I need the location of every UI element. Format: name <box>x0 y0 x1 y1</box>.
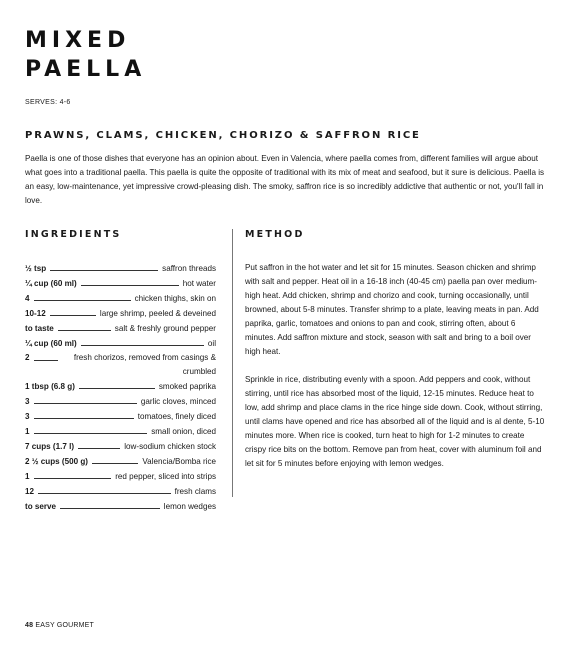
ingredient-amount: ¼ cup (60 ml) <box>25 339 77 348</box>
ingredient-amount: to taste <box>25 324 54 333</box>
ingredient-name: fresh chorizos, removed from casings & crumbled <box>73 353 216 376</box>
ingredient-leader-line <box>34 394 137 404</box>
ingredient-name: low-sodium chicken stock <box>124 442 216 451</box>
ingredient-amount: ½ tsp <box>25 264 47 273</box>
ingredient-leader-line <box>50 306 96 316</box>
method-paragraph-1: Put saffron in the hot water and let sit for 15 minutes. Season chicken and shrimp with salt and pepper. Heat oil in a 16-18 inch (40-45 cm) paella pan over medium-high heat. Add chicken, shrimp and chorizo and cook, turning occasionally, until browned, about 5-8 minutes. Transfer shrimp to a plate, leaving meats in pan. Add paprika, garlic, tomatoes and onions to pan and cook, stirring often, about 6 minutes. Add saffron mixture and stock, season with salt and bring to a boil over high heat. <box>245 263 539 356</box>
ingredient-amount: 1 <box>25 472 30 481</box>
ingredient-name: garlic cloves, minced <box>140 397 216 406</box>
ingredient-amount: 3 <box>25 397 30 406</box>
title-line-2: PAELLA <box>25 57 147 82</box>
page-footer <box>25 622 94 629</box>
ingredient-leader-line <box>50 261 158 271</box>
recipe-subtitle: PRAWNS, CLAMS, CHICKEN, CHORIZO & SAFFRON RICE <box>25 130 421 141</box>
ingredient-amount: 10-12 <box>25 309 46 318</box>
ingredient-row <box>25 409 216 424</box>
ingredient-row <box>25 306 216 321</box>
ingredient-amount: 2 ½ cups (500 g) <box>25 457 88 466</box>
ingredient-leader-line <box>92 454 138 464</box>
ingredient-row <box>25 484 216 499</box>
ingredient-leader-line <box>34 409 134 419</box>
ingredient-amount: 12 <box>25 487 35 496</box>
ingredient-row <box>25 439 216 454</box>
ingredient-leader-line <box>38 484 171 494</box>
title-line-1: MIXED <box>25 28 131 53</box>
column-divider <box>232 229 233 497</box>
ingredient-row <box>25 424 216 439</box>
ingredient-row <box>25 351 216 379</box>
method-text <box>245 261 545 485</box>
book-name: EASY GOURMET <box>35 622 95 629</box>
ingredient-leader-line <box>79 379 155 389</box>
ingredient-row <box>25 321 216 336</box>
ingredient-leader-line <box>34 469 112 479</box>
method-heading: METHOD <box>245 229 305 240</box>
ingredient-name: red pepper, sliced into strips <box>115 472 216 481</box>
ingredient-name: large shrimp, peeled & deveined <box>99 309 216 318</box>
ingredient-amount: 1 tbsp (6.8 g) <box>25 382 75 391</box>
ingredient-row <box>25 261 216 276</box>
ingredient-leader-line <box>81 336 204 346</box>
ingredient-row <box>25 499 216 514</box>
recipe-title <box>25 26 146 84</box>
ingredient-name: lemon wedges <box>163 502 216 511</box>
ingredient-leader-line <box>58 321 111 331</box>
serves-label: SERVES: 4-6 <box>25 99 71 106</box>
ingredient-name: saffron threads <box>162 264 216 273</box>
ingredient-row <box>25 379 216 394</box>
ingredient-row <box>25 336 216 351</box>
ingredient-amount: ¼ cup (60 ml) <box>25 279 77 288</box>
ingredient-row <box>25 276 216 291</box>
ingredient-leader-line <box>34 291 131 301</box>
ingredient-name: fresh clams <box>174 487 216 496</box>
ingredient-name: smoked paprika <box>158 382 216 391</box>
ingredients-list <box>25 261 216 514</box>
ingredient-row <box>25 454 216 469</box>
ingredient-amount: 7 cups (1.7 l) <box>25 442 75 451</box>
ingredient-amount: 3 <box>25 412 30 421</box>
ingredient-amount: 4 <box>25 294 30 303</box>
ingredient-name: Valencia/Bomba rice <box>142 457 216 466</box>
ingredient-name: chicken thighs, skin on <box>134 294 216 303</box>
ingredient-row <box>25 291 216 306</box>
ingredient-leader-line <box>81 276 179 286</box>
ingredients-heading: INGREDIENTS <box>25 229 122 240</box>
method-paragraph-2: Sprinkle in rice, distributing evenly with a spoon. Add peppers and cook, without stirring, until rice has absorbed most of the liquid, 12-15 minutes. Reduce heat to low, add shrimp and place clams in the rice hinge side down. Cook, without stirring, until clams have opened and rice has absorbed all of the liquid and is al dente, 5-10 minutes more. When rice is cooked, turn heat to high for 1-2 minutes to create crispy rice bits on the bottom. Remove pan from heat, cover with aluminum foil and let sit for 5 minutes before enjoying with lemon wedges. <box>245 375 545 468</box>
ingredient-name: salt & freshly ground pepper <box>114 324 216 333</box>
ingredient-name: small onion, diced <box>151 427 216 436</box>
intro-paragraph: Paella is one of those dishes that everyone has an opinion about. Even in Valencia, where paella comes from, different families will argue about what goes into a traditional paella. This paella is quite the opposite of traditional with its mix of meat and seafood, but it sure is delicious. Paella is an easy, low-maintenance, yet impressive crowd-pleasing dish. The smoky, saffron rice is so incredibly addictive that authentic or not, you'll fall in love. <box>25 154 545 205</box>
ingredient-row <box>25 394 216 409</box>
ingredient-leader-line <box>60 499 160 509</box>
ingredient-name: hot water <box>182 279 216 288</box>
ingredient-name: tomatoes, finely diced <box>137 412 216 421</box>
ingredient-name: oil <box>207 339 216 348</box>
ingredient-amount: 2 <box>25 353 30 362</box>
ingredient-leader-line <box>78 439 120 449</box>
page-number: 48 <box>25 622 34 629</box>
ingredient-leader-line <box>34 351 58 361</box>
ingredient-leader-line <box>34 424 148 434</box>
ingredient-amount: 1 <box>25 427 30 436</box>
ingredient-row <box>25 469 216 484</box>
ingredient-amount: to serve <box>25 502 57 511</box>
